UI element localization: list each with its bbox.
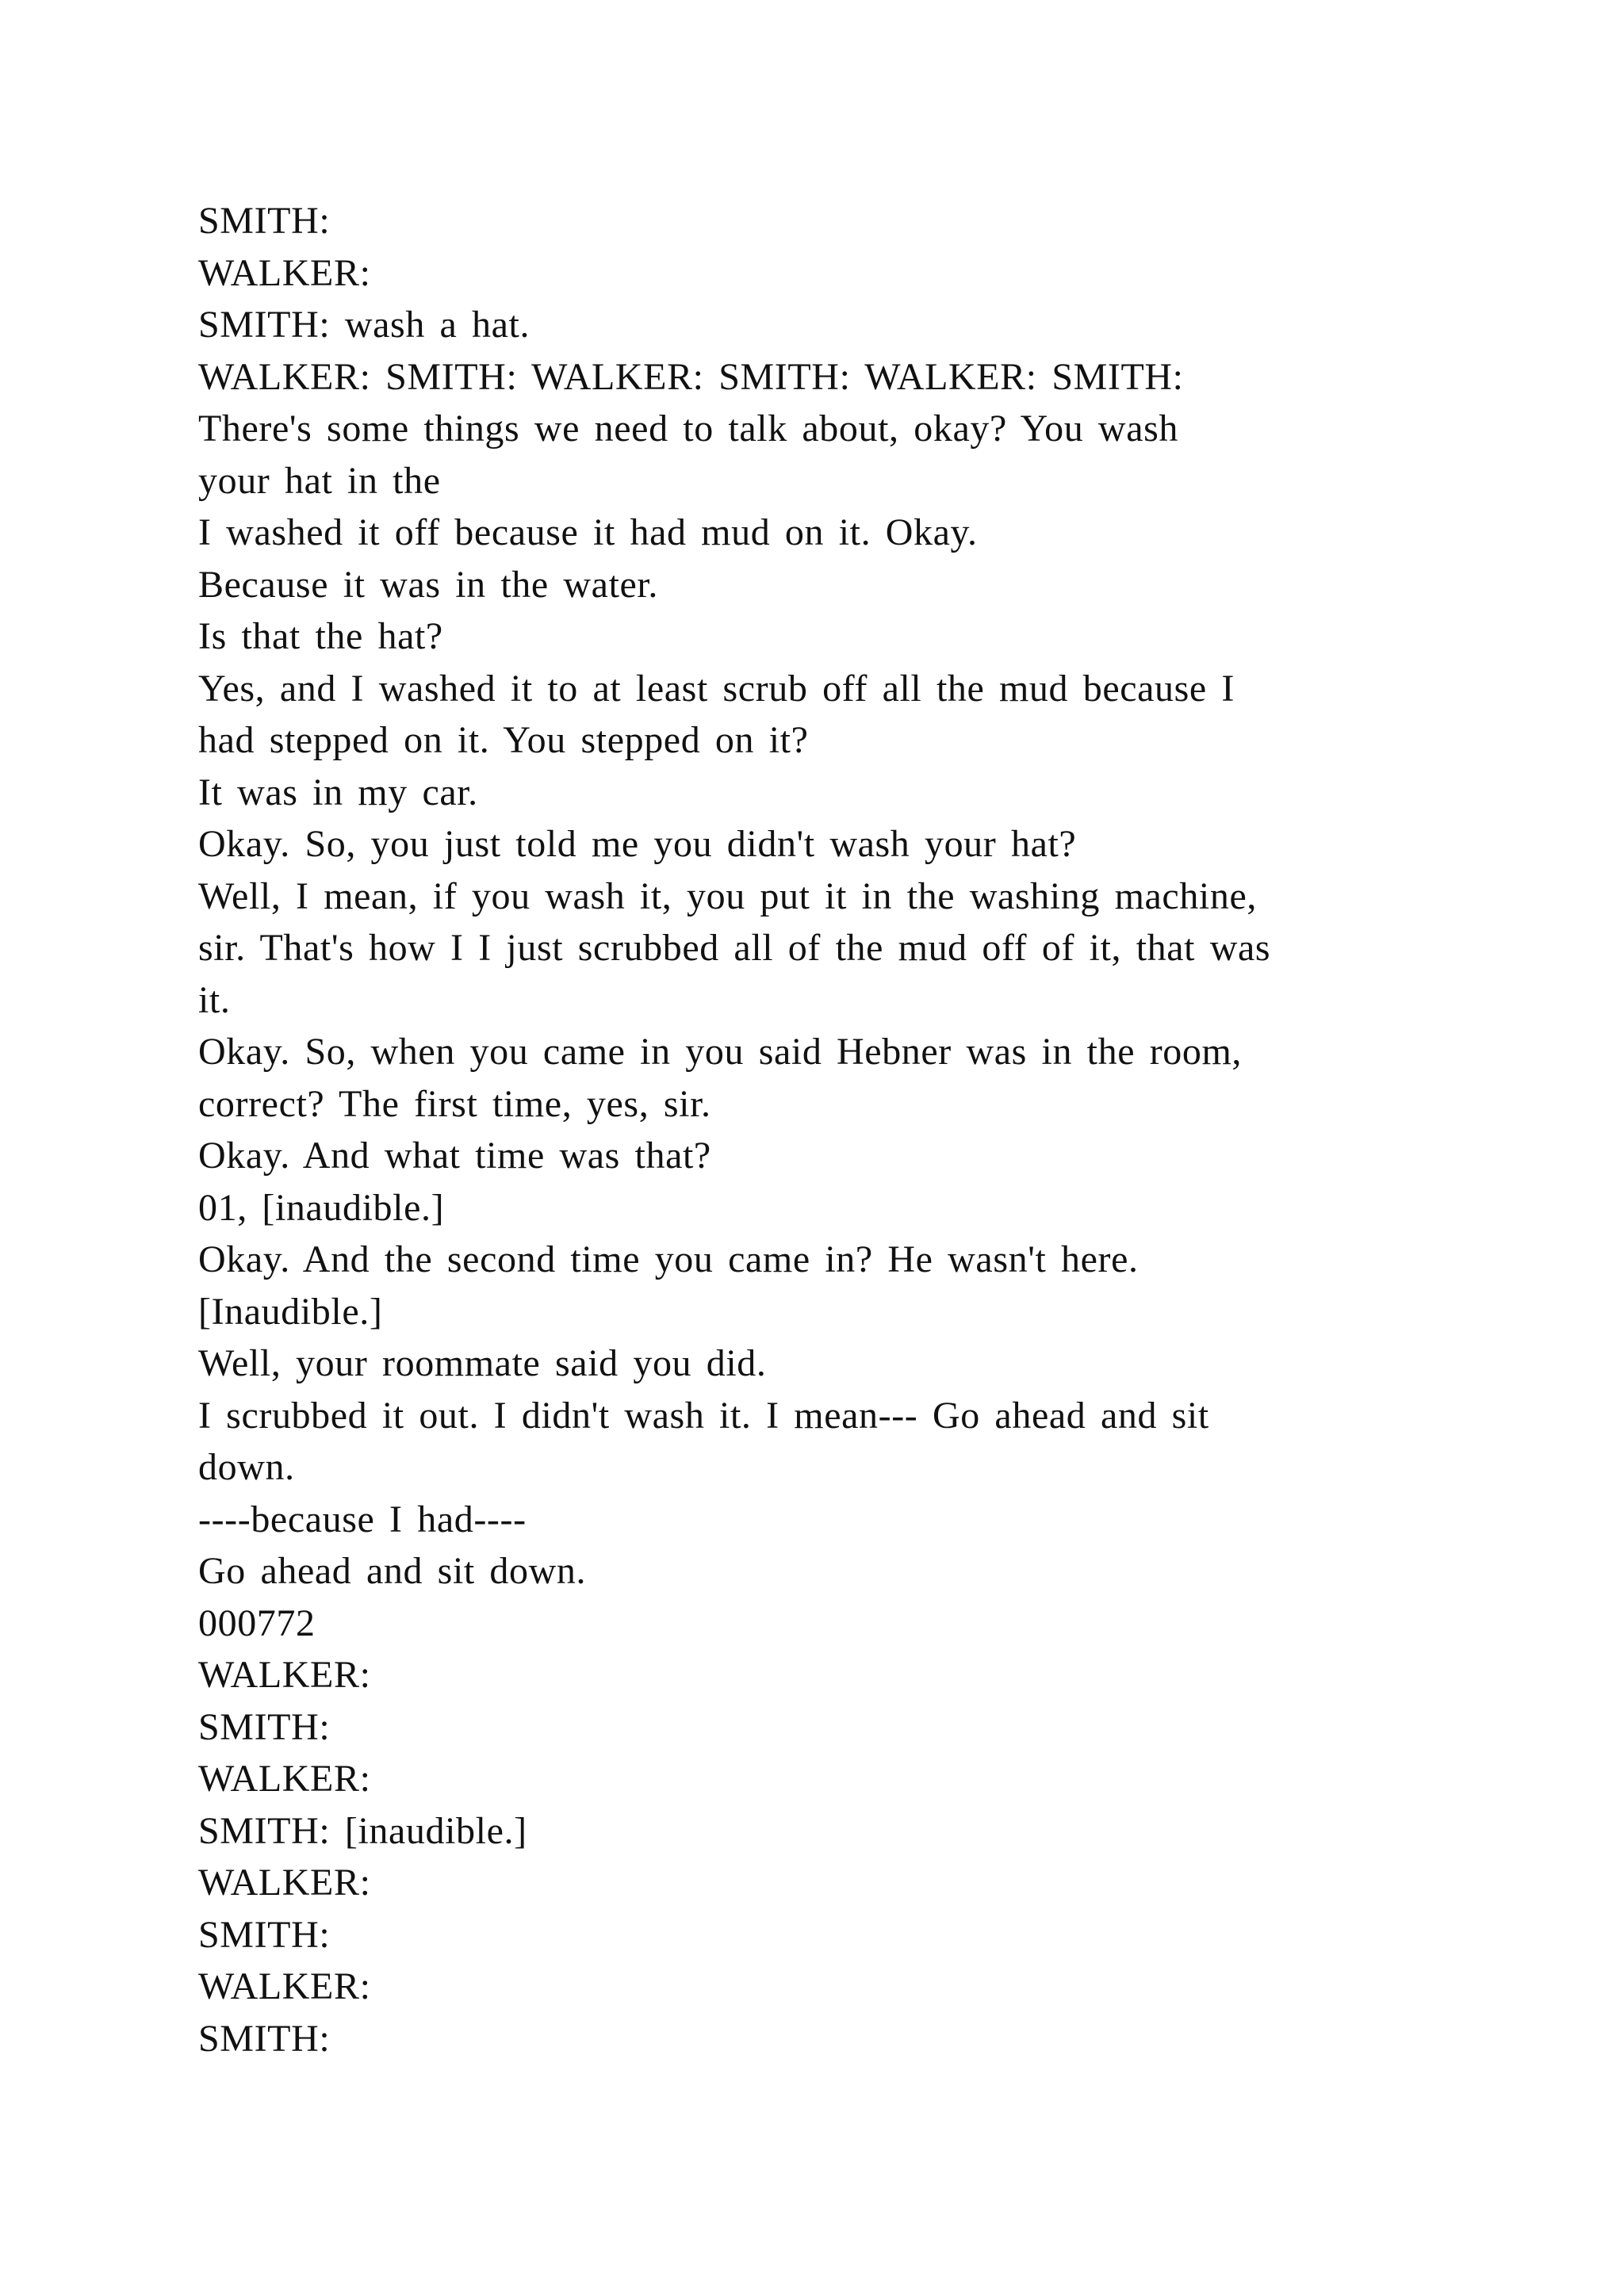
transcript-line: SMITH:: [198, 2017, 331, 2060]
transcript-line: Go ahead and sit down.: [198, 1550, 587, 1592]
transcript-line: 01, [inaudible.]: [198, 1186, 445, 1229]
transcript-line: Okay. So, when you came in you said Hebner was in the room,: [198, 1031, 1243, 1073]
transcript-line: your hat in the: [198, 459, 441, 502]
transcript-line: SMITH: wash a hat.: [198, 304, 530, 346]
transcript-line: Well, your roommate said you did.: [198, 1342, 767, 1384]
transcript-line: There's some things we need to talk about, okay? You wash: [198, 408, 1178, 450]
transcript-line: had stepped on it. You stepped on it?: [198, 719, 809, 761]
transcript-line: ----because I had----: [198, 1498, 527, 1540]
transcript-line: SMITH:: [198, 1705, 331, 1748]
page-number: 000772: [198, 1601, 316, 1644]
transcript-line: SMITH:: [198, 1913, 331, 1956]
transcript-line: Well, I mean, if you wash it, you put it in the washing machine,: [198, 874, 1257, 917]
transcript-line: I scrubbed it out. I didn't wash it. I mean--- Go ahead and sit: [198, 1394, 1209, 1437]
transcript-line: sir. That's how I I just scrubbed all of the mud off of it, that was: [198, 927, 1271, 969]
transcript-line: down.: [198, 1446, 295, 1488]
transcript-line: WALKER:: [198, 251, 371, 294]
transcript-line: correct? The first time, yes, sir.: [198, 1082, 711, 1125]
transcript-line: it.: [198, 978, 231, 1021]
transcript-line: WALKER: SMITH: WALKER: SMITH: WALKER: SMITH:: [198, 355, 1184, 398]
transcript-line: I washed it off because it had mud on it. Okay.: [198, 511, 978, 553]
transcript-line: Okay. And what time was that?: [198, 1135, 711, 1177]
transcript-line: It was in my car.: [198, 771, 478, 813]
transcript-line: Is that the hat?: [198, 615, 443, 657]
transcript-line: WALKER:: [198, 1965, 371, 2007]
transcript-line: Okay. And the second time you came in? He wasn't here.: [198, 1238, 1139, 1280]
transcript-line: Okay. So, you just told me you didn't wash your hat?: [198, 823, 1077, 865]
transcript-line: WALKER:: [198, 1758, 371, 1800]
transcript-text: [198, 195, 1451, 2064]
transcript-line: WALKER:: [198, 1654, 371, 1696]
transcript-line: SMITH:: [198, 200, 331, 242]
transcript-line: WALKER:: [198, 1862, 371, 1904]
transcript-line: SMITH: [inaudible.]: [198, 1809, 527, 1852]
transcript-line: Because it was in the water.: [198, 563, 658, 606]
transcript-line: [Inaudible.]: [198, 1290, 383, 1333]
transcript-line: Yes, and I washed it to at least scrub off all the mud because I: [198, 667, 1235, 710]
